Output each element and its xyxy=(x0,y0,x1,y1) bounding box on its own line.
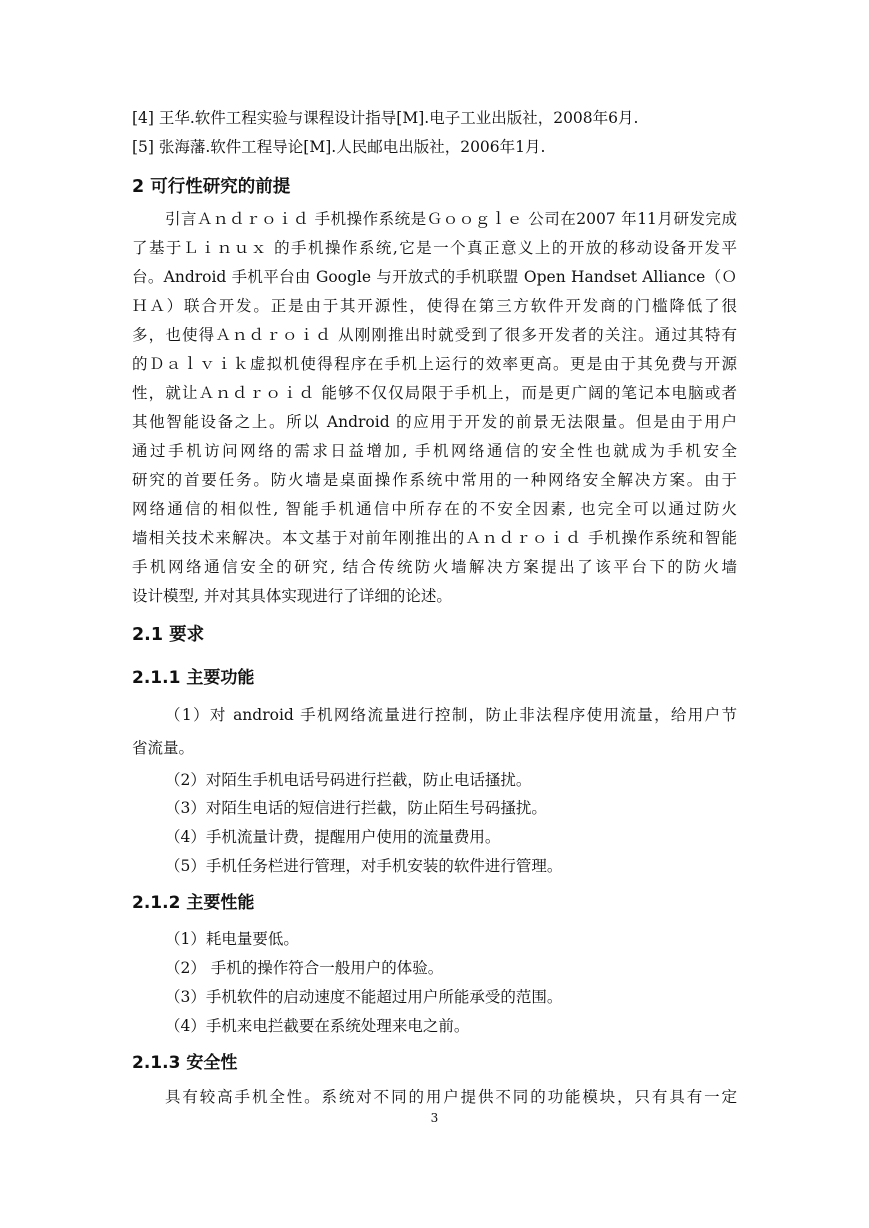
paragraph-line: 其他智能设备之上。所以 Android 的应用于开发的前景无法限量。但是由于用户 xyxy=(132,413,737,431)
function-item-3: （3）对陌生电话的短信进行拦截，防止陌生号码搔扰。 xyxy=(165,799,547,817)
reference-5: [5] 张海藩.软件工程导论[M].人民邮电出版社，2006年1月. xyxy=(132,138,546,156)
function-item-2: （2）对陌生手机电话号码进行拦截，防止电话搔扰。 xyxy=(165,771,532,789)
paragraph-line: 多，也使得Ａｎｄｒｏｉｄ 从刚刚推出时就受到了很多开发者的关注。通过其特有 xyxy=(132,326,737,344)
function-item-4: （4）手机流量计费，提醒用户使用的流量费用。 xyxy=(165,828,501,846)
performance-item-4: （4）手机来电拦截要在系统处理来电之前。 xyxy=(165,1017,470,1035)
paragraph-line: 设计模型, 并对其具体实现进行了详细的论述。 xyxy=(132,587,452,605)
paragraph-line: 研究的首要任务。防火墙是桌面操作系统中常用的一种网络安全解决方案。由于 xyxy=(132,471,737,489)
performance-item-3: （3）手机软件的启动速度不能超过用户所能承受的范围。 xyxy=(165,988,563,1006)
performance-item-2: （2） 手机的操作符合一般用户的体验。 xyxy=(165,959,444,977)
paragraph-line: ＨＡ）联合开发。正是由于其开源性，使得在第三方软件开发商的门槛降低了很 xyxy=(132,297,737,315)
paragraph-line: 引言Ａｎｄｒｏｉｄ 手机操作系统是Ｇｏｏｇｌｅ 公司在2007 年11月研发完成 xyxy=(165,210,737,228)
page-number: 3 xyxy=(430,1111,439,1125)
paragraph-line: 了基于Ｌｉｎｕｘ 的手机操作系统,它是一个真正意义上的开放的移动设备开发平 xyxy=(132,239,737,257)
paragraph-line: 台。Android 手机平台由 Google 与开放式的手机联盟 Open Handset Alliance（Ｏ xyxy=(132,268,737,286)
section-2-1-3-heading: 2.1.3 安全性 xyxy=(132,1053,238,1073)
paragraph-line: 网络通信的相似性, 智能手机通信中所存在的不安全因素, 也完全可以通过防火 xyxy=(132,500,737,518)
section-2-heading: 2 可行性研究的前提 xyxy=(132,177,291,197)
function-item-1: （1）对 android 手机网络流量进行控制，防止非法程序使用流量，给用户节 xyxy=(165,706,737,724)
paragraph-line: 性，就让Ａｎｄｒｏｉｄ 能够不仅仅局限于手机上，而是更广阔的笔记本电脑或者 xyxy=(132,384,737,402)
paragraph-line: 手机网络通信安全的研究, 结合传统防火墙解决方案提出了该平台下的防火墙 xyxy=(132,558,737,576)
reference-4: [4] 王华.软件工程实验与课程设计指导[M].电子工业出版社，2008年6月. xyxy=(132,109,639,127)
paragraph-line: 通过手机访问网络的需求日益增加, 手机网络通信的安全性也就成为手机安全 xyxy=(132,442,737,460)
section-2-1-heading: 2.1 要求 xyxy=(132,625,205,645)
performance-item-1: （1）耗电量要低。 xyxy=(165,930,299,948)
section-2-1-2-heading: 2.1.2 主要性能 xyxy=(132,893,255,913)
security-text: 具有较高手机全性。系统对不同的用户提供不同的功能模块，只有具有一定 xyxy=(165,1088,737,1106)
function-item-1-continued: 省流量。 xyxy=(132,739,195,757)
paragraph-line: 的Ｄａｌｖｉｋ虚拟机使得程序在手机上运行的效率更高。更是由于其免费与开源 xyxy=(132,355,737,373)
function-item-5: （5）手机任务栏进行管理，对手机安装的软件进行管理。 xyxy=(165,857,563,875)
section-2-1-1-heading: 2.1.1 主要功能 xyxy=(132,668,255,688)
paragraph-line: 墙相关技术来解决。本文基于对前年刚推出的Ａｎｄｒｏｉｄ 手机操作系统和智能 xyxy=(132,529,737,547)
